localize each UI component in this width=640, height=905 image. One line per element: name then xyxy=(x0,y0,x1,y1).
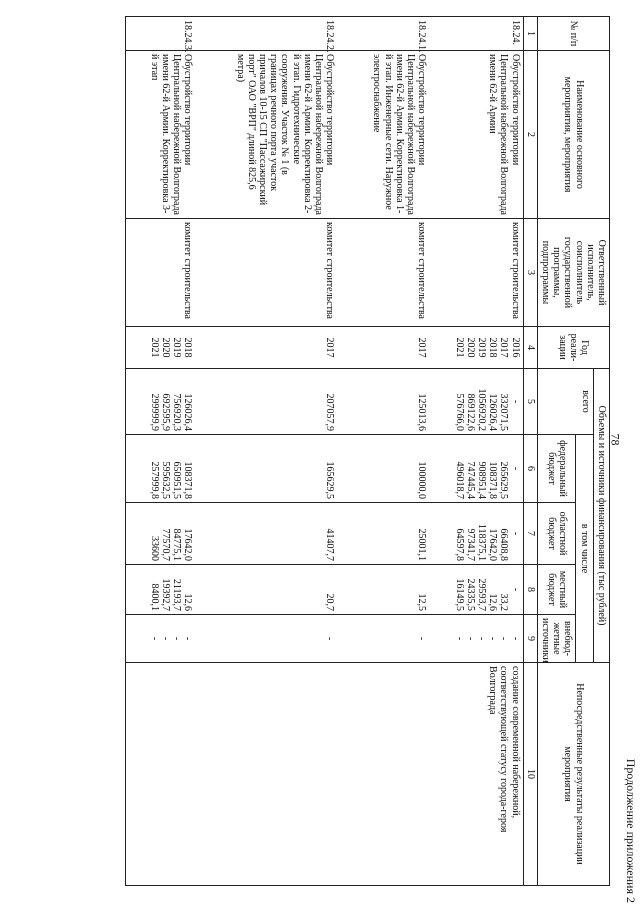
row-extrabudget xyxy=(429,615,523,663)
extrabudget-value: - xyxy=(476,636,488,641)
local-value: - xyxy=(509,587,521,592)
year-value: 2019 xyxy=(171,337,182,358)
row-executor: комитет строительства xyxy=(337,219,429,327)
continuation-label: Продолжение приложения 2 xyxy=(624,758,638,903)
row-extrabudget xyxy=(125,615,195,663)
federal-value: 650951,5 xyxy=(171,461,182,499)
header-executor: Ответственный исполнитель, соисполнитель государственной программы, подпрограммы xyxy=(537,219,609,327)
row-regional: 25001,1 xyxy=(337,503,429,565)
column-numbers-row xyxy=(523,17,537,886)
colnum: 3 xyxy=(523,219,537,327)
regional-value: 66408,8 xyxy=(498,528,510,561)
table-row xyxy=(195,17,337,886)
year-value: 2017 xyxy=(498,337,510,358)
local-value: 8400,1 xyxy=(148,583,160,611)
extrabudget-value: - xyxy=(171,636,182,641)
colnum: 1 xyxy=(523,17,537,51)
colnum: 4 xyxy=(523,327,537,369)
row-executor: комитет строительства xyxy=(195,219,337,327)
row-result xyxy=(125,663,195,886)
row-regional xyxy=(125,503,195,565)
row-name: Обустройство территории Центральной набережной Волгограда имени 62-й Армии. Корректировка 2-й этап. Гидротехнические сооружения. Участок № 1 (в границах речного порта участок причалов 10-15 СП "Пассажирский порт" ОАО "ВРП" длиной 825,6 метра) xyxy=(195,51,337,219)
row-extrabudget: - xyxy=(337,615,429,663)
regional-value: 97341,7 xyxy=(464,528,476,561)
colnum: 5 xyxy=(523,369,537,435)
total-value: - xyxy=(509,399,521,404)
row-number: 18.24.2. xyxy=(195,17,337,51)
extrabudget-value: - xyxy=(498,636,510,641)
row-regional xyxy=(429,503,523,565)
federal-value: 496018,7 xyxy=(453,461,465,499)
row-number: 18.24.1. xyxy=(337,17,429,51)
federal-value: 265629,5 xyxy=(498,461,510,499)
row-result xyxy=(337,663,429,886)
header-num: № п/п xyxy=(537,17,609,51)
local-value: 12,6 xyxy=(182,593,194,611)
extrabudget-value: - xyxy=(148,636,160,641)
federal-value: - xyxy=(509,466,521,471)
table-row xyxy=(429,17,523,886)
row-result: создание современной набережной, соответствующей статусу города-героя Волгограда xyxy=(429,663,523,886)
table-row xyxy=(337,17,429,886)
row-local xyxy=(125,565,195,615)
header-finance: Объемы и источники финансирования (тыс рублей) xyxy=(593,369,609,663)
regional-value: - xyxy=(509,531,521,536)
year-value: 2019 xyxy=(476,337,488,358)
financing-table xyxy=(125,16,610,886)
table-row xyxy=(125,17,195,886)
row-regional: 41407,7 xyxy=(195,503,337,565)
regional-value: 118375,1 xyxy=(476,523,488,561)
row-years xyxy=(429,327,523,369)
row-name: Обустройство территории Центральной набережной Волгограда имени 62-й Армии. Корректировка 1-й этап. Инженерные сети. Наружное электроснабжение xyxy=(337,51,429,219)
year-value: 2020 xyxy=(464,337,476,358)
local-value: 12,6 xyxy=(487,593,499,611)
row-number: 18.24. xyxy=(429,17,523,51)
regional-value: 64597,8 xyxy=(453,528,465,561)
colnum: 6 xyxy=(523,435,537,503)
row-executor: комитет строительства xyxy=(429,219,523,327)
extrabudget-value: - xyxy=(487,636,499,641)
row-total: 125013,6 xyxy=(337,369,429,435)
year-value: 2018 xyxy=(182,337,194,358)
total-value: 869122,6 xyxy=(464,393,476,431)
local-value: 19392,7 xyxy=(159,578,171,611)
federal-value: 595632,5 xyxy=(159,461,171,499)
colnum: 2 xyxy=(523,51,537,219)
row-name: Обустройство территории Центральной набережной Волгограда имени 62-й Армии. Корректировка 3-й этап xyxy=(125,51,195,219)
year-value: 2020 xyxy=(159,337,171,358)
regional-value: 77570,7 xyxy=(159,528,171,561)
colnum: 10 xyxy=(523,663,537,886)
page-number: 78 xyxy=(608,433,623,446)
row-federal xyxy=(125,435,195,503)
row-total: 207057,9 xyxy=(195,369,337,435)
total-value: 692595,9 xyxy=(159,393,171,431)
federal-value: 108371,8 xyxy=(487,461,499,499)
row-federal: 100000,0 xyxy=(337,435,429,503)
total-value: 126026,4 xyxy=(182,393,194,431)
row-local: 12,5 xyxy=(337,565,429,615)
header-extrabudget: внебюд-жетные источники xyxy=(537,615,576,663)
local-value: 29593,7 xyxy=(476,578,488,611)
row-years xyxy=(125,327,195,369)
local-value: 16149,5 xyxy=(453,578,465,611)
regional-value: 17642,0 xyxy=(487,528,499,561)
year-value: 2021 xyxy=(453,337,465,358)
federal-value: 257999,8 xyxy=(148,461,160,499)
row-local: 20,7 xyxy=(195,565,337,615)
header-year: Год реали-зации xyxy=(537,327,609,369)
federal-value: 747445,4 xyxy=(464,461,476,499)
colnum: 9 xyxy=(523,615,537,663)
total-value: 332071,5 xyxy=(498,393,510,431)
header-total: всего xyxy=(537,369,593,435)
year-value: 2018 xyxy=(487,337,499,358)
row-years: 2017 xyxy=(195,327,337,369)
extrabudget-value: - xyxy=(159,636,171,641)
row-local xyxy=(429,565,523,615)
colnum: 7 xyxy=(523,503,537,565)
extrabudget-value: - xyxy=(509,636,521,641)
total-value: 1056920,2 xyxy=(476,388,488,431)
local-value: 21193,7 xyxy=(171,578,182,611)
total-value: 756920,3 xyxy=(171,393,182,431)
total-value: 126026,4 xyxy=(487,393,499,431)
row-total xyxy=(125,369,195,435)
total-value: 299999,9 xyxy=(148,393,160,431)
year-value: 2016 xyxy=(509,337,521,358)
extrabudget-value: - xyxy=(453,636,465,641)
header-result: Непосредственные результаты реализации мероприятия xyxy=(537,663,609,886)
regional-value: 84775,1 xyxy=(171,528,182,561)
row-federal xyxy=(429,435,523,503)
row-extrabudget: - xyxy=(195,615,337,663)
header-including: в том числе xyxy=(576,435,593,663)
total-value: 576766,0 xyxy=(453,393,465,431)
regional-value: 33600 xyxy=(148,536,160,561)
colnum: 8 xyxy=(523,565,537,615)
local-value: 33,2 xyxy=(498,593,510,611)
local-value: 24335,5 xyxy=(464,578,476,611)
row-executor: комитет строительства xyxy=(125,219,195,327)
row-number: 18.24.3. xyxy=(125,17,195,51)
header-local: местный бюджет xyxy=(537,565,576,615)
extrabudget-value: - xyxy=(182,636,194,641)
header-name: Наименование основного мероприятия, мероприятия xyxy=(537,51,609,219)
row-total xyxy=(429,369,523,435)
header-regional: областной бюджет xyxy=(537,503,576,565)
extrabudget-value: - xyxy=(464,636,476,641)
federal-value: 908951,4 xyxy=(476,461,488,499)
row-federal: 165629,5 xyxy=(195,435,337,503)
row-name: Обустройство территории Центральной набережной Волгограда имени 62-й Армии xyxy=(429,51,523,219)
regional-value: 17642,0 xyxy=(182,528,194,561)
header-federal: федеральный бюджет xyxy=(537,435,576,503)
year-value: 2021 xyxy=(148,337,160,358)
row-result xyxy=(195,663,337,886)
federal-value: 108371,8 xyxy=(182,461,194,499)
row-years: 2017 xyxy=(337,327,429,369)
